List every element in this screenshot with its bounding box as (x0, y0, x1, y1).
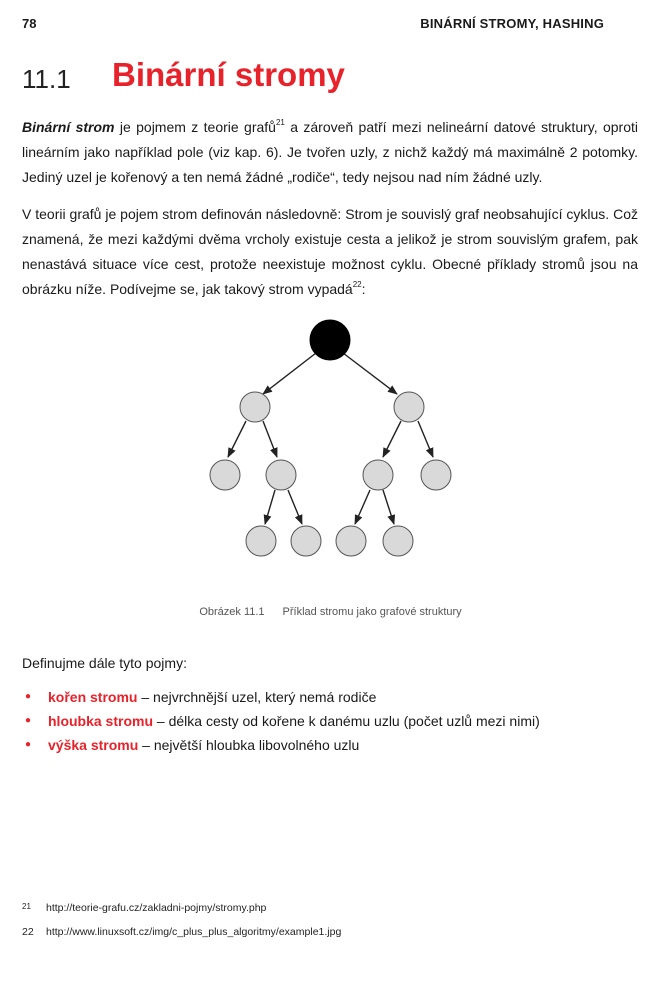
page-header (22, 16, 604, 34)
definition-desc: – délka cesty od kořene k danému uzlu (počet uzlů mezi nimi) (153, 713, 540, 729)
tree-node (383, 526, 413, 556)
figure-caption (0, 606, 661, 618)
paragraph-lead-in: Definujme dále tyto pojmy: (22, 655, 187, 671)
paragraph-intro-text-a: je pojmem z teorie grafů (114, 119, 276, 135)
figure-caption-label: Obrázek 11.1 (199, 606, 265, 618)
tree-nodes (210, 320, 451, 556)
edge-left-ll (228, 421, 246, 457)
bullet-icon: ● (25, 739, 32, 750)
edge-rl-b (383, 490, 394, 524)
edge-right-rr (418, 421, 433, 457)
paragraph-definition-text: V teorii grafů je pojem strom definován následovně: Strom je souvislý graf neobsahující cyklus. Což znamená, že mezi každými dvěma vrcholy existuje cesta a jelikož je strom souvislým grafem, pak nenastává situace více cest, protože neexistuje možnost cyklu. Obecné příklady stromů jsou na obrázku níže. Podívejme se, jak takový strom vypadá (22, 206, 638, 297)
page-number: 78 (22, 16, 37, 31)
paragraph-definition (22, 202, 638, 302)
definition-desc: – nejvrchnější uzel, který nemá rodiče (137, 689, 377, 705)
edge-right-rl (383, 421, 401, 457)
tree-node (291, 526, 321, 556)
tree-node (421, 460, 451, 490)
tree-node (336, 526, 366, 556)
definition-item (22, 733, 638, 757)
tree-figure (180, 305, 480, 580)
tree-edges (228, 353, 433, 524)
edge-root-left (263, 353, 316, 394)
footnote-link[interactable]: http://teorie-grafu.cz/zakladni-pojmy/stromy.php (46, 902, 267, 914)
tree-node (394, 392, 424, 422)
section-number: 11.1 (22, 64, 71, 94)
definition-desc: – největší hloubka libovolného uzlu (138, 737, 360, 753)
edge-root-right (343, 353, 397, 394)
definition-list (22, 685, 638, 757)
footnote-21 (22, 902, 638, 914)
edge-rl-a (355, 490, 370, 524)
edge-left-lr (263, 421, 277, 457)
paragraph-intro-text-b: a zároveň patří mezi nelineární datové struktury, oproti lineárním jako například pole (viz kap. 6). Je tvořen uzly, z nichž každý má maximálně 2 potomky. Jediný uzel je kořenový a ten nemá žádné „rodiče“, tedy nejsou nad ním žádné uzly. (22, 119, 639, 185)
definition-term: hloubka stromu (48, 713, 154, 729)
definition-item (22, 685, 638, 709)
section-title: Binární stromy (112, 56, 345, 93)
tree-node (363, 460, 393, 490)
footnote-ref-22[interactable]: 22 (352, 280, 362, 290)
footnote-22 (22, 926, 638, 938)
definition-item (22, 709, 638, 733)
footnote-ref-21[interactable]: 21 (275, 118, 285, 128)
edge-lr-a (265, 490, 275, 524)
footnote-number: 21 (22, 902, 31, 911)
definition-term: kořen stromu (48, 689, 138, 705)
figure-caption-text: Příklad stromu jako grafové struktury (282, 606, 462, 618)
tree-node (246, 526, 276, 556)
term-binary-tree: Binární strom (22, 119, 115, 135)
section-heading (22, 56, 622, 100)
footnote-link[interactable]: http://www.linuxsoft.cz/img/c_plus_plus_algoritmy/example1.jpg (46, 926, 342, 938)
running-head: BINÁRNÍ STROMY, HASHING (420, 16, 604, 31)
definition-term: výška stromu (48, 737, 139, 753)
bullet-icon: ● (25, 691, 32, 702)
paragraph-definition-tail: : (361, 281, 366, 297)
bullet-icon: ● (25, 715, 32, 726)
footnote-number: 22 (22, 926, 34, 938)
paragraph-intro (22, 115, 638, 190)
tree-node (266, 460, 296, 490)
edge-lr-b (288, 490, 302, 524)
root-node (310, 320, 350, 360)
tree-node (210, 460, 240, 490)
tree-node (240, 392, 270, 422)
tree-diagram (180, 305, 480, 580)
